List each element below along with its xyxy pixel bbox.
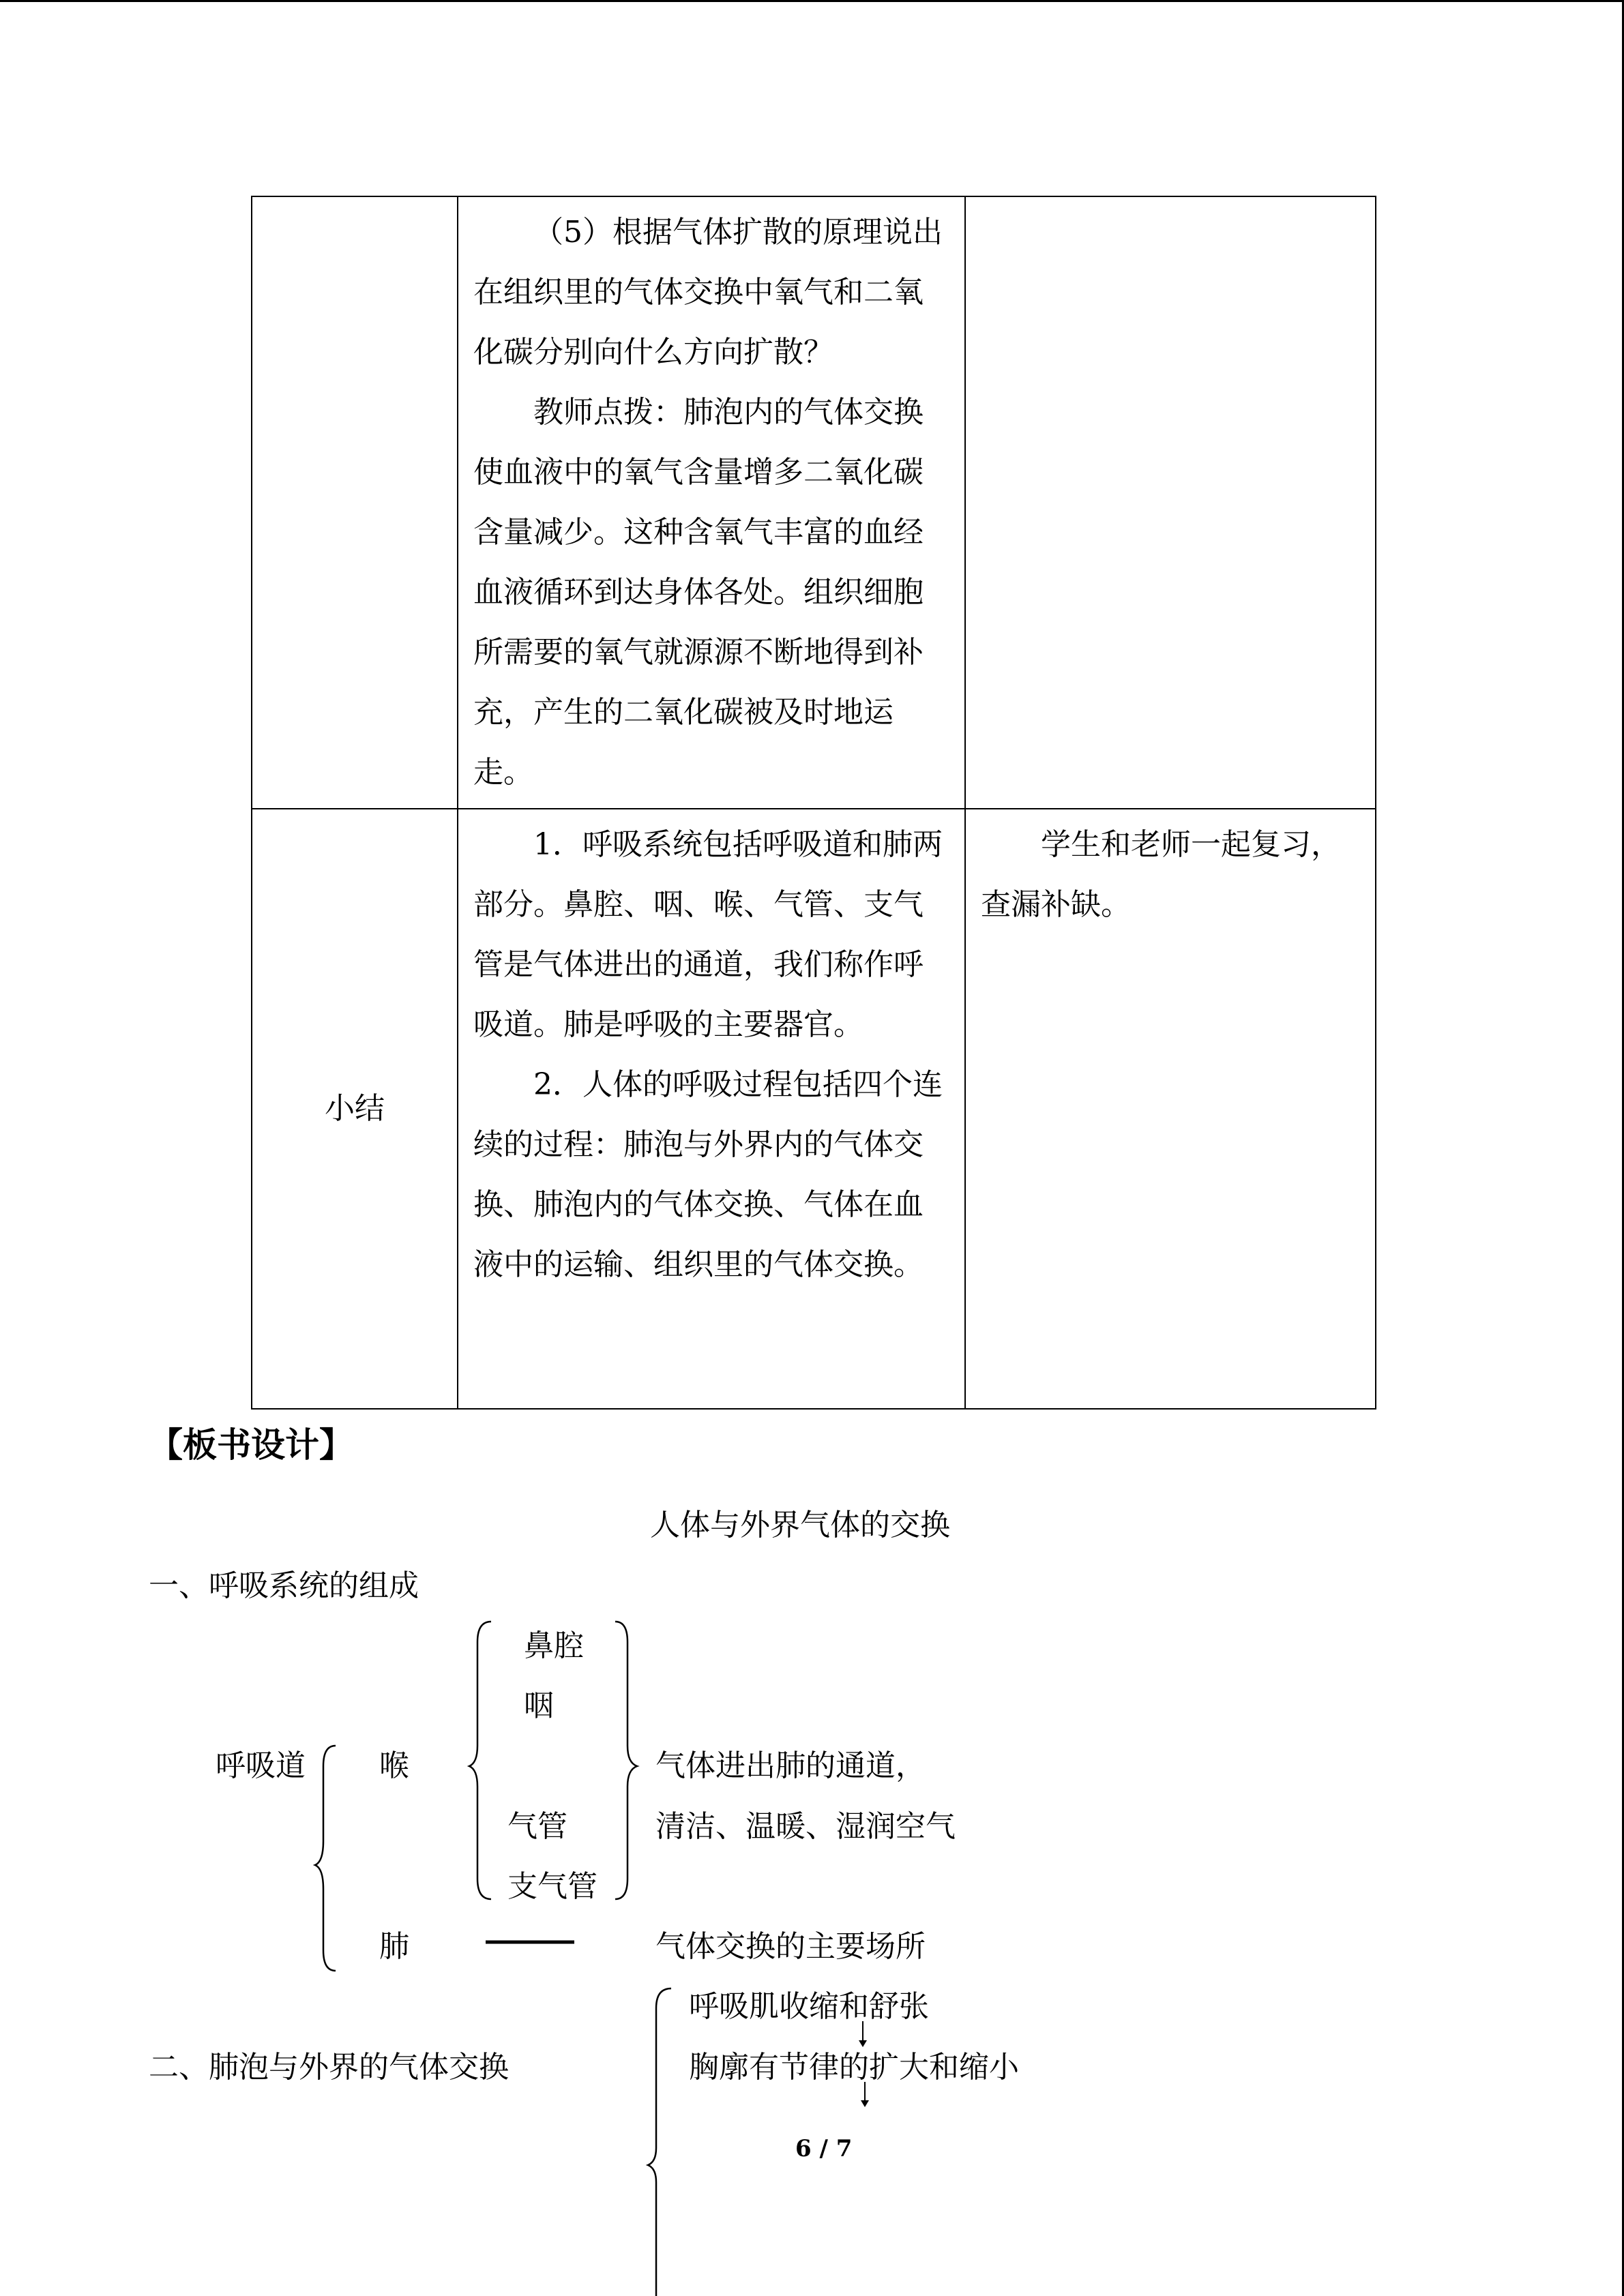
board-design-heading: 【板书设计】 xyxy=(149,1425,353,1465)
stage-cell-summary: 小结 xyxy=(252,809,458,1409)
respiratory-tract-label: 呼吸道 xyxy=(216,1748,306,1783)
airway-function-line-1: 气体进出肺的通道， xyxy=(655,1748,926,1783)
section-1-heading: 一、呼吸系统的组成 xyxy=(149,1568,419,1603)
student-review-text: 学生和老师一起复习，查漏补缺。 xyxy=(981,827,1341,922)
trachea-label: 气管 xyxy=(507,1809,567,1844)
left-curly-brace xyxy=(315,1746,336,1971)
process-left-brace xyxy=(648,1988,671,2296)
summary-point-1: 1．呼吸系统包括呼吸道和肺两部分。鼻腔、咽、喉、气管、支气管是气体进出的通道，我们称作呼吸道。肺是呼吸的主要器官。 xyxy=(473,827,943,1042)
right-curly-brace xyxy=(615,1622,637,1899)
section-2-heading: 二、肺泡与外界的气体交换 xyxy=(149,2050,509,2085)
breathing-step-1: 呼吸肌收缩和舒张 xyxy=(689,1989,929,2024)
nasal-cavity-label: 鼻腔 xyxy=(524,1628,584,1663)
pharynx-label: 咽 xyxy=(524,1688,554,1723)
teacher-tip-paragraph: 教师点拨：肺泡内的气体交换使血液中的氧气含量增多二氧化碳含量减少。这种含氧气丰富的血经血液循环到达身体各处。组织细胞所需要的氧气就源源不断地得到补充，产生的二氧化碳被及时地运走。 xyxy=(473,395,924,790)
larynx-label: 喉 xyxy=(379,1748,409,1783)
question-paragraph: （5）根据气体扩散的原理说出在组织里的气体交换中氧气和二氧化碳分别向什么方向扩散？ xyxy=(473,215,943,370)
breathing-step-2: 胸廓有节律的扩大和缩小 xyxy=(689,2050,1019,2085)
bronchi-label: 支气管 xyxy=(507,1869,597,1904)
flow-arrowhead-1 xyxy=(859,2040,867,2047)
board-title: 人体与外界气体的交换 xyxy=(650,1508,950,1542)
airway-function-line-2: 清洁、温暖、湿润空气 xyxy=(655,1809,956,1844)
lung-function-label: 气体交换的主要场所 xyxy=(655,1929,926,1964)
summary-point-2: 2．人体的呼吸过程包括四个连续的过程：肺泡与外界内的气体交换、肺泡内的气体交换、气体在血液中的运输、组织里的气体交换。 xyxy=(473,1067,943,1282)
lung-label: 肺 xyxy=(379,1929,409,1964)
inner-left-curly-brace xyxy=(469,1622,491,1899)
page-number: 6 / 7 xyxy=(795,2135,853,2162)
flow-arrowhead-2 xyxy=(861,2100,869,2107)
